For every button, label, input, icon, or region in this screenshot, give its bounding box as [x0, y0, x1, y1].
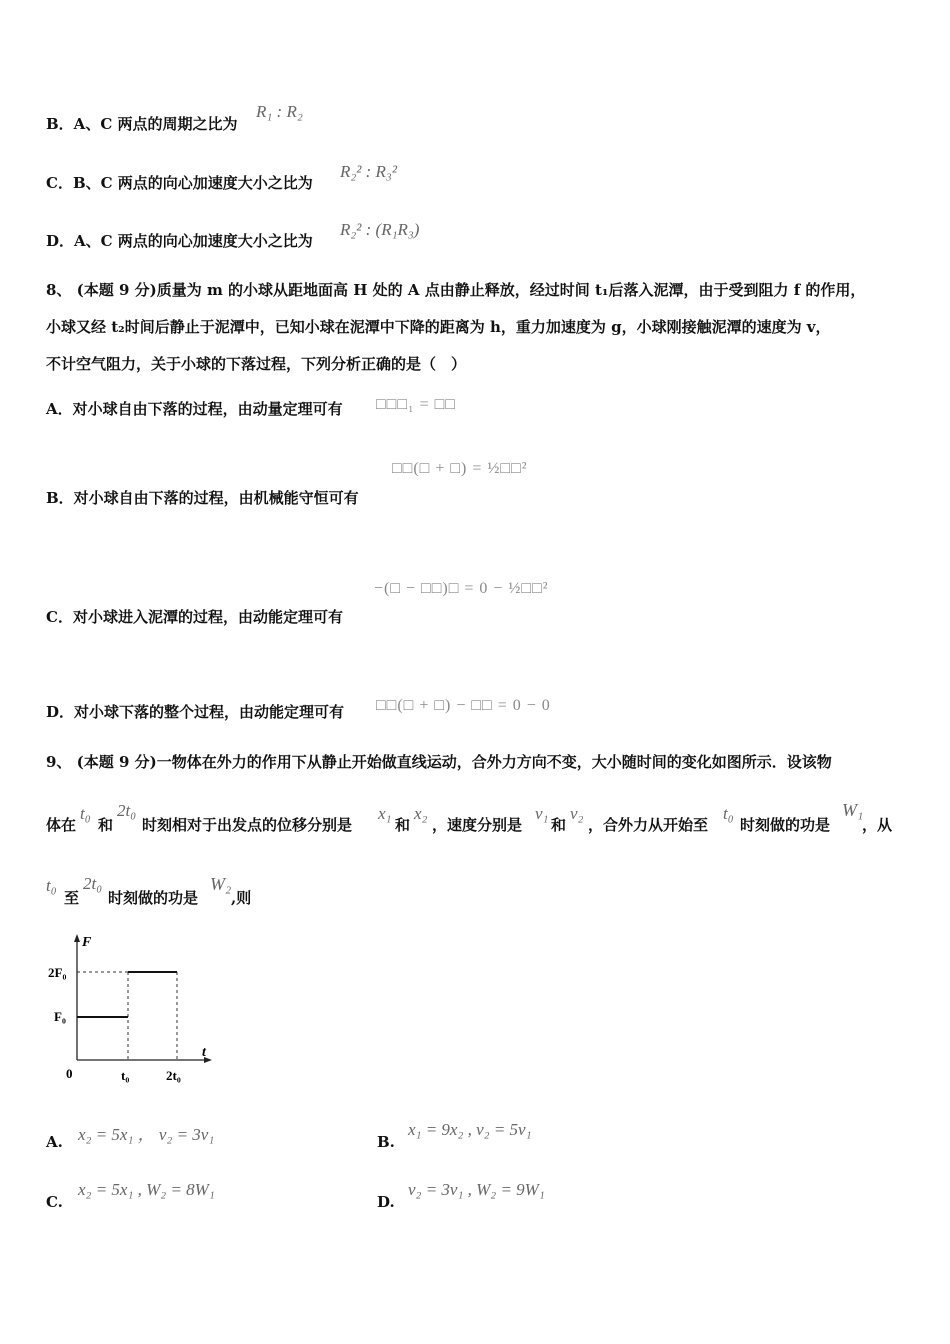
q7-option-d-text: D．A、C 两点的向心加速度大小之比为	[46, 232, 313, 250]
y-tick-F0: F₀	[54, 1009, 66, 1024]
q9-option-b-formula: x₁ = 9x₂ , v₂ = 5v₁	[408, 1120, 532, 1139]
x-tick-0: 0	[66, 1066, 73, 1081]
q7-option-b-text: B．A、C 两点的周期之比为	[46, 115, 238, 133]
q9-line2-c: ，速度分别是	[432, 816, 523, 834]
q9-v1: v₁	[535, 804, 549, 823]
q9-option-c-formula: x₂ = 5x₁ , W₂ = 8W₁	[78, 1180, 215, 1199]
q8-formula-d: □□(□ + □) − □□ = 0 − 0	[376, 697, 551, 714]
q8-formula-c: −(□ − □□)□ = 0 − ½□□²	[374, 580, 549, 597]
q9-and-a: 和	[98, 816, 114, 834]
q9-option-b-label: B.	[377, 1133, 395, 1151]
q9-line2-e: 时刻做的功是	[740, 816, 831, 834]
y-axis-label: F	[82, 935, 92, 950]
q7-option-d	[46, 231, 313, 251]
q9-option-a-formula: x₂ = 5x₁ ， v₂ = 3v₁	[78, 1125, 215, 1144]
q9-header: 9、 (本题 9 分)一物体在外力的作用下从静止开始做直线运动，合外力方向不变，大小随时间的变化如图所示．设该物	[46, 753, 832, 771]
q8-formula-a: □□□₁ = □□	[376, 396, 456, 413]
q7-option-b	[46, 114, 237, 134]
q7-option-d-formula: R₂² : (R₁R₃)	[340, 220, 420, 239]
q9-option-c-label: C.	[46, 1193, 63, 1211]
q7-option-b-formula: R₁ : R₂	[256, 102, 303, 121]
q9-option-d-formula: v₂ = 3v₁ , W₂ = 9W₁	[408, 1180, 545, 1199]
q9-line2-d: ，合外力从开始至	[588, 816, 709, 834]
q8-line3: 不计空气阻力，关于小球的下落过程，下列分析正确的是（ ）	[46, 355, 467, 373]
q9-line3-a: 至	[64, 889, 80, 907]
x-tick-t0: t₀	[121, 1068, 130, 1083]
q7-option-c-text: C．B、C 两点的向心加速度大小之比为	[46, 174, 313, 192]
q9-option-a-label: A.	[46, 1133, 63, 1151]
q8-option-c: C．对小球进入泥潭的过程，由动能定理可有	[46, 608, 343, 626]
q9-W2: W₂	[210, 874, 232, 894]
q9-line2-b: 时刻相对于出发点的位移分别是	[142, 816, 353, 834]
y-tick-2F0: 2F₀	[48, 965, 67, 980]
q9-t0-c: t₀	[46, 876, 57, 895]
q8-option-b: B．对小球自由下落的过程，由机械能守恒可有	[46, 489, 359, 507]
q9-v2: v₂	[570, 804, 584, 823]
q9-x1: x₁	[378, 804, 392, 823]
q8-option-a: A．对小球自由下落的过程，由动量定理可有	[46, 400, 343, 418]
q7-option-c-formula: R₂² : R₃²	[340, 162, 397, 181]
q8-formula-b: □□(□ + □) = ½□□²	[392, 460, 528, 477]
x-tick-2t0: 2t₀	[166, 1068, 181, 1083]
force-time-graph	[44, 928, 224, 1090]
q9-t0-a: t₀	[80, 804, 91, 823]
q9-option-d-label: D.	[377, 1193, 395, 1211]
q8-header: 8、 (本题 9 分)质量为 m 的小球从距地面高 H 处的 A 点由静止释放，经过时间 t₁后落入泥潭，由于受到阻力 f 的作用，	[46, 281, 866, 299]
q9-line3-c: ,则	[231, 889, 252, 907]
q7-option-c	[46, 173, 313, 193]
q9-line2-a: 体在	[46, 816, 77, 834]
q9-W1: W₁	[842, 800, 864, 820]
y-axis-arrow	[74, 934, 80, 942]
x-axis-label: t	[202, 1045, 206, 1060]
q9-and-c: 和	[551, 816, 567, 834]
q8-line2: 小球又经 t₂时间后静止于泥潭中，已知小球在泥潭中下降的距离为 h，重力加速度为 g，小球刚接触泥潭的速度为 v，	[46, 318, 831, 336]
q9-t0-b: t₀	[723, 804, 734, 823]
q9-line2-f: ，从	[862, 816, 893, 834]
q9-and-b: 和	[395, 816, 411, 834]
q9-2t0-b: 2t₀	[83, 874, 103, 893]
q9-2t0-a: 2t₀	[117, 801, 137, 820]
q9-line3-b: 时刻做的功是	[108, 889, 199, 907]
q9-x2: x₂	[414, 804, 428, 823]
q8-option-d: D．对小球下落的整个过程，由动能定理可有	[46, 703, 345, 721]
